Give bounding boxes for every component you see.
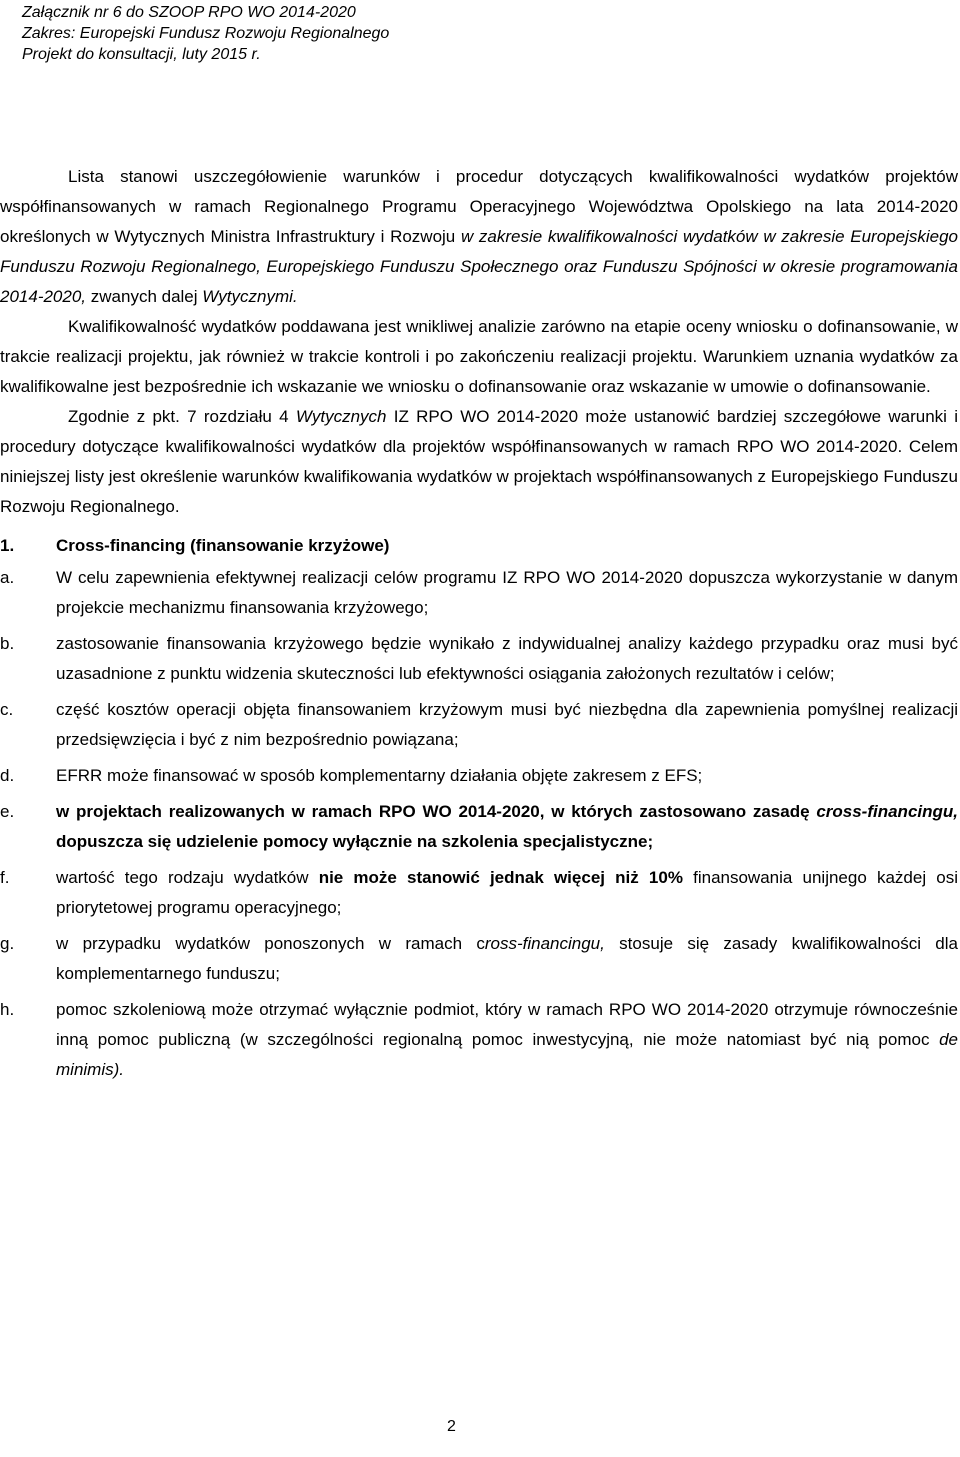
intro-paragraph-3 <box>0 402 958 522</box>
list-item-text <box>56 797 958 857</box>
section-number: 1. <box>0 536 15 555</box>
list-item-f-limit: nie może stanowić jednak więcej niż 10% <box>318 868 683 887</box>
list-item-text: zastosowanie finansowania krzyżowego będzie wynikało z indywidualnej analizy każdego przypadku oraz musi być uzasadnione z punktu widzenia skuteczności lub efektywności osiągania założonych rezultatów i celów; <box>56 634 958 683</box>
list-item-e-part-b: dopuszcza się udzielenie pomocy wyłącznie na szkolenia specjalistyczne; <box>56 832 654 851</box>
list-item-label: h. <box>0 1000 15 1019</box>
list-item-label: b. <box>0 634 15 653</box>
list-item-text <box>56 995 958 1085</box>
list-item-f-part-b: finansowania unijnego każdej osi priorytetowej programu operacyjnego; <box>56 868 958 917</box>
document-body <box>0 162 958 1091</box>
section-heading <box>0 531 958 561</box>
intro-p1-text: Lista stanowi uszczegółowienie warunków i procedur dotyczących kwalifikowalności wydatków projektów współfinansowanych w ramach Regionalnego Programu Operacyjnego Województwa Opolskiego na lata 2014-2020 określonych w Wytycznych Ministra Infrastruktury i Rozwoju <box>0 167 958 246</box>
list-item-e-cross-financing: cross-financingu, <box>816 802 958 821</box>
intro-p1-guidelines-title: w zakresie kwalifikowalności wydatków w zakresie Europejskiego Funduszu Rozwoju Regionalnego, Europejskiego Funduszu Społecznego oraz Funduszu Spójności w okresie programowania 2014-2020, <box>0 227 958 306</box>
intro-p3-guidelines: Wytycznych <box>295 407 387 426</box>
list-item-label: e. <box>0 802 15 821</box>
list-item-b <box>0 629 958 689</box>
list-item-text: część kosztów operacji objęta finansowaniem krzyżowym musi być niezbędna dla zapewnienia pomyślnej realizacji przedsięwzięcia i być z nim bezpośrednio powiązana; <box>56 700 958 749</box>
list-item-label: f. <box>0 868 10 887</box>
document-header <box>22 2 389 65</box>
list-item-a <box>0 563 958 623</box>
list-item-g-part-a: w przypadku wydatków ponoszonych w ramach c <box>56 934 485 953</box>
list-item-f-part-a: wartość tego rodzaju wydatków <box>56 868 319 887</box>
page-number: 2 <box>447 1418 456 1435</box>
list-item-label: c. <box>0 700 14 719</box>
list-item-text <box>56 863 958 923</box>
section-title: Cross-financing (finansowanie krzyżowe) <box>56 536 390 555</box>
list-item-h <box>0 995 958 1085</box>
list-item-label: a. <box>0 568 15 587</box>
list-item-g-cross-financing: ross-financingu, <box>484 934 605 953</box>
list-item-c <box>0 695 958 755</box>
list-item-text: EFRR może finansować w sposób komplementarny działania objęte zakresem z EFS; <box>56 766 703 785</box>
list-item-label: g. <box>0 934 15 953</box>
intro-paragraph-1 <box>0 162 958 312</box>
list-item-e <box>0 797 958 857</box>
list-item-h-de-minimis: de minimis). <box>56 1030 958 1079</box>
list-item-g <box>0 929 958 989</box>
list-item-f <box>0 863 958 923</box>
intro-p3-text-b: IZ RPO WO 2014-2020 może ustanowić bardziej szczegółowe warunki i procedury dotyczące kwalifikowalności wydatków dla projektów współfinansowanych w ramach RPO WO 2014-2020. Celem niniejszej listy jest określenie warunków kwalifikowania wydatków w projektach współfinansowanych z Europejskiego Funduszu Rozwoju Regionalnego. <box>0 407 958 516</box>
intro-p3-text-a: Zgodnie z pkt. 7 rozdziału 4 <box>68 407 296 426</box>
header-line-scope: Zakres: Europejski Fundusz Rozwoju Regionalnego <box>22 25 390 42</box>
list-item-d <box>0 761 958 791</box>
list-item-text <box>56 929 958 989</box>
intro-paragraph-2: Kwalifikowalność wydatków poddawana jest wnikliwej analizie zarówno na etapie oceny wniosku o dofinansowanie, w trakcie realizacji projektu, jak również w trakcie kontroli i po zakończeniu realizacji projektu. Warunkiem uznania wydatków za kwalifikowalne jest bezpośrednie ich wskazanie we wniosku o dofinansowanie oraz wskazanie w umowie o dofinansowanie. <box>0 317 958 396</box>
list-item-label: d. <box>0 766 15 785</box>
cross-financing-list <box>0 563 958 1085</box>
intro-p1-guidelines-short: Wytycznymi. <box>202 287 298 306</box>
list-item-h-part-a: pomoc szkoleniową może otrzymać wyłącznie podmiot, który w ramach RPO WO 2014-2020 otrzymuje równocześnie inną pomoc publiczną (w szczególności regionalną pomoc inwestycyjną, nie może natomiast być nią pomoc <box>56 1000 958 1049</box>
list-item-g-part-b: stosuje się zasady kwalifikowalności dla komplementarnego funduszu; <box>56 934 958 983</box>
list-item-e-part-a: w projektach realizowanych w ramach RPO WO 2014-2020, w których zastosowano zasadę <box>56 802 817 821</box>
list-item-text: W celu zapewnienia efektywnej realizacji celów programu IZ RPO WO 2014-2020 dopuszcza wykorzystanie w danym projekcie mechanizmu finansowania krzyżowego; <box>56 568 958 617</box>
header-line-draft: Projekt do konsultacji, luty 2015 r. <box>22 46 261 63</box>
header-line-attachment: Załącznik nr 6 do SZOOP RPO WO 2014-2020 <box>22 4 356 21</box>
intro-p1-tail: zwanych dalej <box>86 287 203 306</box>
